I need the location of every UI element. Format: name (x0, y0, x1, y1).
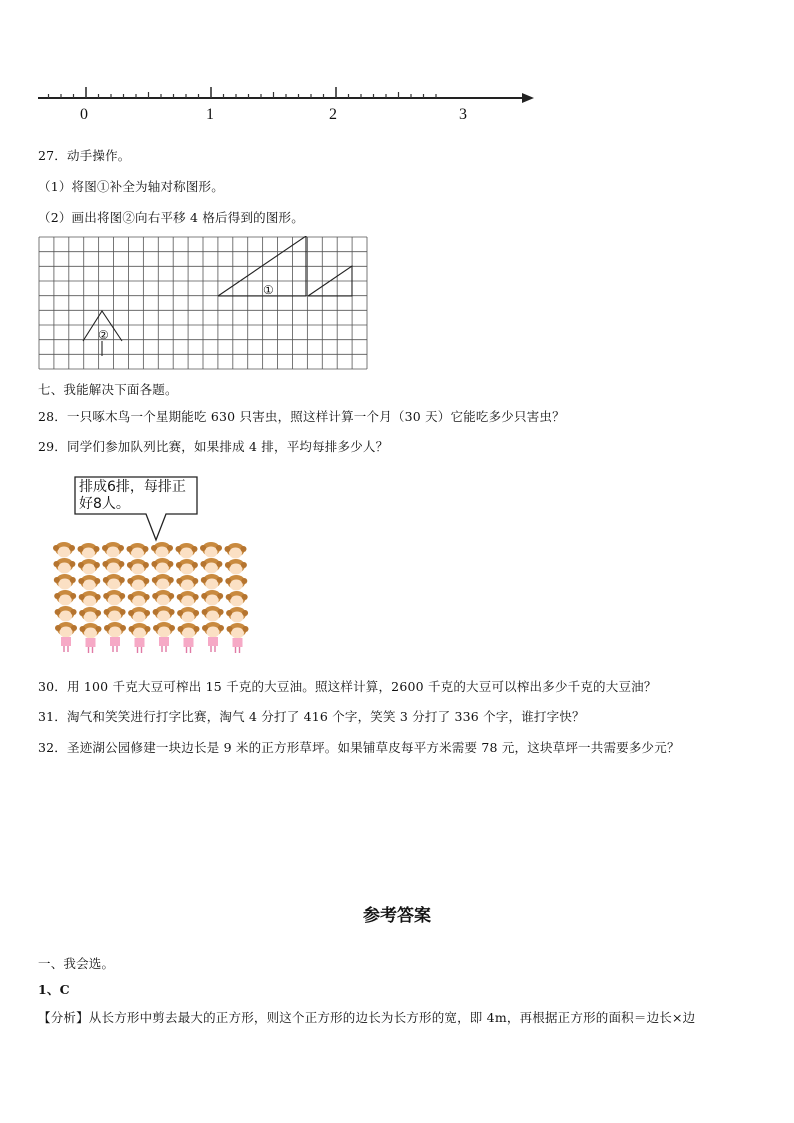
question-29: 29．同学们参加队列比赛，如果排成 4 排，平均每排多少人？ (38, 439, 389, 454)
child-figure (177, 607, 199, 623)
child-figure (80, 623, 102, 653)
child-figure (78, 575, 100, 591)
child-figure (54, 590, 76, 606)
child-figure (103, 574, 125, 590)
child-figure (178, 623, 200, 653)
answers-title: 参考答案 (363, 906, 431, 926)
answers-section-1-heading: 一、我会选。 (38, 956, 115, 971)
child-figure (176, 559, 198, 575)
child-figure (226, 607, 248, 623)
child-figure (54, 574, 76, 590)
answer-item-1: 1、C (38, 982, 70, 997)
question-27-part-2: （2）画出将图②向右平移 4 格后得到的图形。 (38, 210, 304, 225)
child-figure (129, 623, 151, 653)
child-figure (177, 591, 199, 607)
question-27-title: 27．动手操作。 (38, 148, 131, 163)
child-figure (153, 606, 175, 622)
number-line-label-0: 0 (80, 106, 88, 123)
child-figure (201, 590, 223, 606)
number-line-label-2: 2 (329, 106, 337, 123)
question-28: 28．一只啄木鸟一个星期能吃 630 只害虫，照这样计算一个月（30 天）它能吃多少只害虫？ (38, 409, 565, 424)
child-figure (151, 542, 173, 558)
child-figure (53, 542, 75, 558)
child-figure (127, 575, 149, 591)
child-figure (55, 622, 77, 652)
child-figure (226, 591, 248, 607)
speech-bubble (74, 476, 199, 542)
child-figure (79, 591, 101, 607)
figure-1-label: ① (263, 283, 274, 297)
child-figure (152, 590, 174, 606)
question-30: 30．用 100 千克大豆可榨出 15 千克的大豆油。照这样计算，2600 千克的大豆可以榨出多少千克的大豆油？ (38, 679, 657, 694)
child-figure (103, 590, 125, 606)
children-formation-image (48, 540, 254, 658)
child-figure (200, 542, 222, 558)
child-figure (176, 575, 198, 591)
number-line-label-1: 1 (206, 106, 214, 123)
child-figure (55, 606, 77, 622)
child-figure (104, 606, 126, 622)
speech-bubble-line-2: 好8人。 (79, 496, 130, 512)
child-figure (152, 574, 174, 590)
child-figure (78, 559, 100, 575)
section-7-heading: 七、我能解决下面各题。 (38, 382, 178, 397)
child-figure (153, 622, 175, 652)
child-figure (176, 543, 198, 559)
answer-analysis: 【分析】从长方形中剪去最大的正方形，则这个正方形的边长为长方形的宽，即 4m，再根据正方形的面积＝边长×边 (38, 1010, 696, 1025)
child-figure (102, 542, 124, 558)
child-figure (201, 574, 223, 590)
child-figure (225, 543, 247, 559)
child-figure (104, 622, 126, 652)
question-27-part-1: （1）将图①补全为轴对称图形。 (38, 179, 224, 194)
speech-bubble-line-1: 排成6排，每排正 (79, 479, 186, 495)
child-figure (128, 607, 150, 623)
child-figure (127, 543, 149, 559)
question-31: 31．淘气和笑笑进行打字比赛，淘气 4 分打了 416 个字，笑笑 3 分打了 336 个字，谁打字快？ (38, 709, 585, 724)
child-figure (78, 543, 100, 559)
child-figure (53, 558, 75, 574)
child-figure (127, 559, 149, 575)
child-figure (225, 575, 247, 591)
child-figure (202, 606, 224, 622)
child-figure (202, 622, 224, 652)
question-32: 32．圣迹湖公园修建一块边长是 9 米的正方形草坪。如果铺草皮每平方米需要 78 元，这块草坪一共需要多少元？ (38, 740, 680, 755)
number-line-label-3: 3 (459, 106, 467, 123)
child-figure (200, 558, 222, 574)
child-figure (225, 559, 247, 575)
grid-figure (38, 236, 368, 370)
figure-2-label: ② (98, 328, 109, 342)
child-figure (128, 591, 150, 607)
child-figure (151, 558, 173, 574)
child-figure (227, 623, 249, 653)
child-figure (102, 558, 124, 574)
child-figure (79, 607, 101, 623)
